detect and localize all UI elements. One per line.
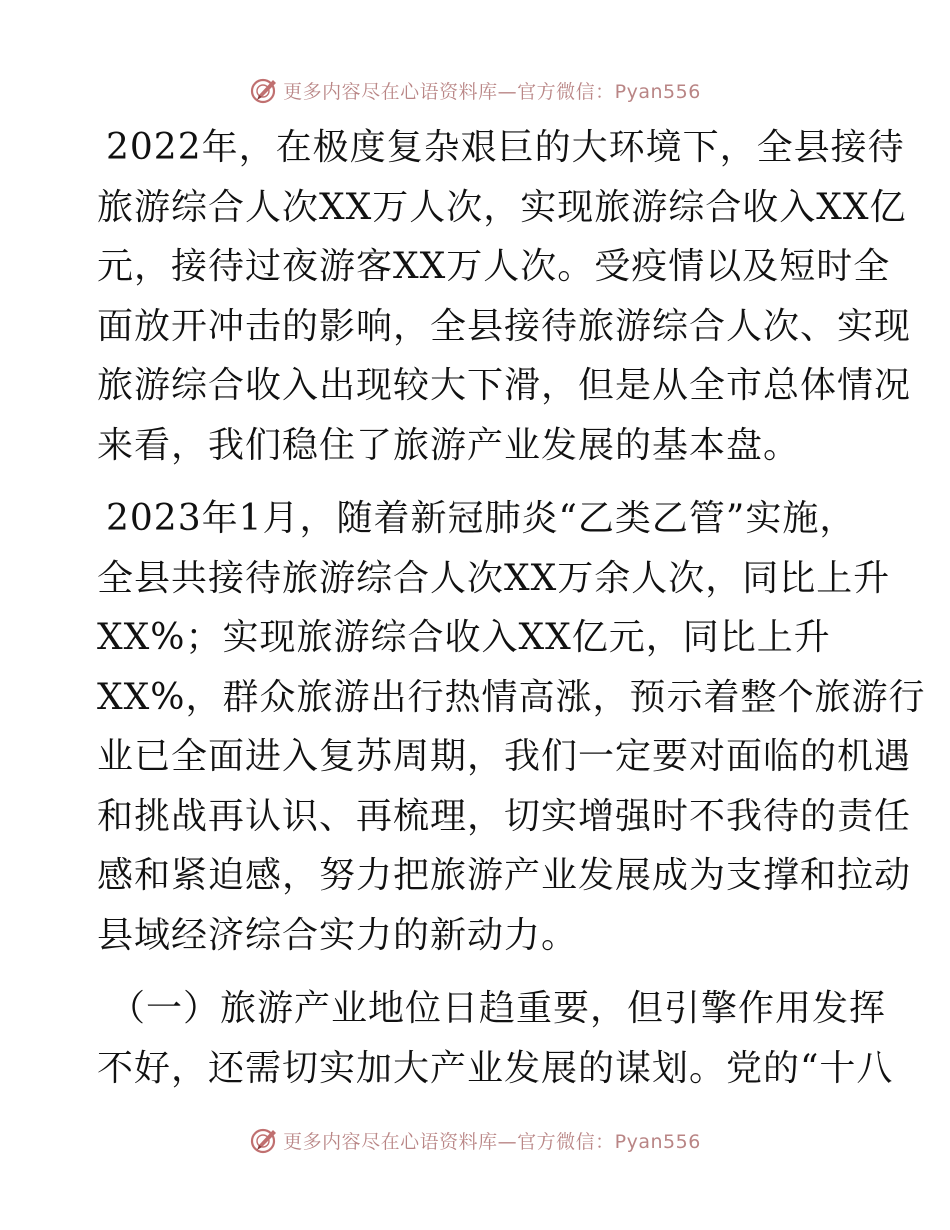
watermark-text: 更多内容尽在心语资料库—官方微信：Pyan556 xyxy=(283,80,701,103)
text-line: 不好，还需切实加大产业发展的谋划。党的“十八 xyxy=(97,1047,894,1089)
paragraph-2 xyxy=(97,489,926,965)
text-line: （一）旅游产业地位日趋重要，但引擎作用发挥 xyxy=(109,988,887,1029)
footer-watermark xyxy=(0,1123,950,1157)
pen-seal-icon xyxy=(249,75,279,105)
text-line: 旅游综合人次XX万人次，实现旅游综合收入XX亿 xyxy=(97,186,907,228)
text-line: XX%；实现旅游综合收入XX亿元，同比上升 xyxy=(97,617,831,658)
text-line: 来看，我们稳住了旅游产业发展的基本盘。 xyxy=(97,424,801,466)
text-line: 元，接待过夜游客XX万人次。受疫情以及短时全 xyxy=(97,246,891,287)
document-body xyxy=(97,118,926,1098)
text-line: 全县共接待旅游综合人次XX万余人次，同比上升 xyxy=(97,557,891,599)
text-line: 旅游综合收入出现较大下滑，但是从全市总体情况 xyxy=(97,365,912,406)
text-line: XX%，群众旅游出行热情高涨，预示着整个旅游行 xyxy=(97,676,926,718)
text-line: 业已全面进入复苏周期，我们一定要对面临的机遇 xyxy=(97,736,912,777)
text-line: 2022年，在极度复杂艰巨的大环境下，全县接待 xyxy=(106,127,905,168)
watermark-text: 更多内容尽在心语资料库—官方微信：Pyan556 xyxy=(283,1130,701,1153)
text-line: 和挑战再认识、再梳理，切实增强时不我待的责任 xyxy=(97,795,912,837)
text-line: 2023年1月，随着新冠肺炎“乙类乙管”实施， xyxy=(106,498,857,539)
header-watermark xyxy=(0,73,950,107)
paragraph-1 xyxy=(97,118,912,475)
text-line: 面放开冲击的影响，全县接待旅游综合人次、实现 xyxy=(97,305,912,347)
pen-seal-icon xyxy=(249,1125,279,1155)
text-line: 县域经济综合实力的新动力。 xyxy=(97,914,579,956)
text-line: 感和紧迫感，努力把旅游产业发展成为支撑和拉动 xyxy=(97,855,912,896)
paragraph-3 xyxy=(97,979,894,1098)
